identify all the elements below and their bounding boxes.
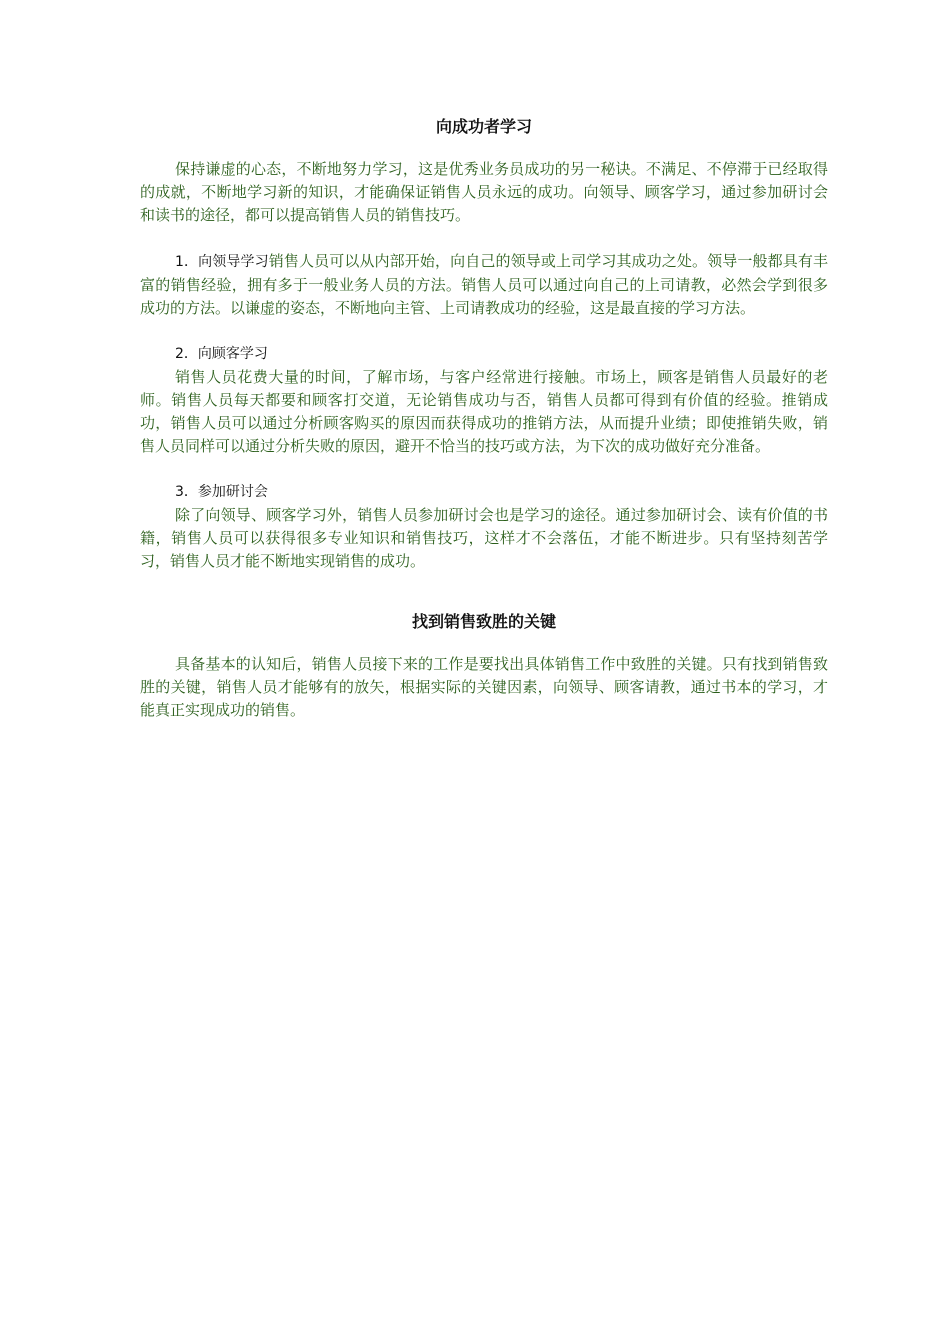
paragraph-gap	[140, 458, 828, 481]
item-heading-seminar: 3．参加研讨会	[175, 484, 268, 500]
intro-paragraph: 保持谦虚的心态，不断地努力学习，这是优秀业务员成功的另一秘诀。不满足、不停滞于已经取得的成就，不断地学习新的知识，才能确保证销售人员永远的成功。向领导、顾客学习，通过参加研讨会和读书的途径，都可以提高销售人员的销售技巧。	[140, 160, 828, 224]
item-text-leader: 销售人员可以从内部开始，向自己的领导或上司学习其成功之处。领导一般都具有丰富的销售经验，拥有多于一般业务人员的方法。销售人员可以通过向自己的上司请教，必然会学到很多成功的方法。以谦虚的姿态，不断地向主管、上司请教成功的经验，这是最直接的学习方法。	[140, 252, 828, 317]
section-title-find-key: 找到销售致胜的关键	[411, 612, 556, 631]
section-title-learn-from-successful: 向成功者学习	[435, 117, 532, 136]
paragraph-gap	[140, 227, 828, 250]
document-content	[140, 112, 828, 722]
item-learn-from-leader	[140, 250, 828, 320]
item-text-customer: 销售人员花费大量的时间，了解市场，与客户经常进行接触。市场上，顾客是销售人员最好的老师。销售人员每天都要和顾客打交道，无论销售成功与否，销售人员都可得到有价值的经验。推销成功，销售人员可以通过分析顾客购买的原因而获得成功的推销方法，从而提升业绩；即使推销失败，销售人员同样可以通过分析失败的原因，避开不恰当的技巧或方法，为下次的成功做好充分准备。	[140, 368, 828, 455]
item-text-seminar: 除了向领导、顾客学习外，销售人员参加研讨会也是学习的途径。通过参加研讨会、读有价值的书籍，销售人员可以获得很多专业知识和销售技巧，这样才不会落伍，才能不断进步。只有坚持刻苦学习，销售人员才能不断地实现销售的成功。	[140, 506, 828, 570]
paragraph-gap	[140, 320, 828, 343]
key-paragraph: 具备基本的认知后，销售人员接下来的工作是要找出具体销售工作中致胜的关键。只有找到销售致胜的关键，销售人员才能够有的放矢，根据实际的关键因素，向领导、顾客请教，通过书本的学习，才能真正实现成功的销售。	[140, 655, 828, 719]
item-heading-leader: 1．向领导学习	[175, 254, 269, 270]
item-heading-customer: 2．向顾客学习	[175, 346, 268, 362]
